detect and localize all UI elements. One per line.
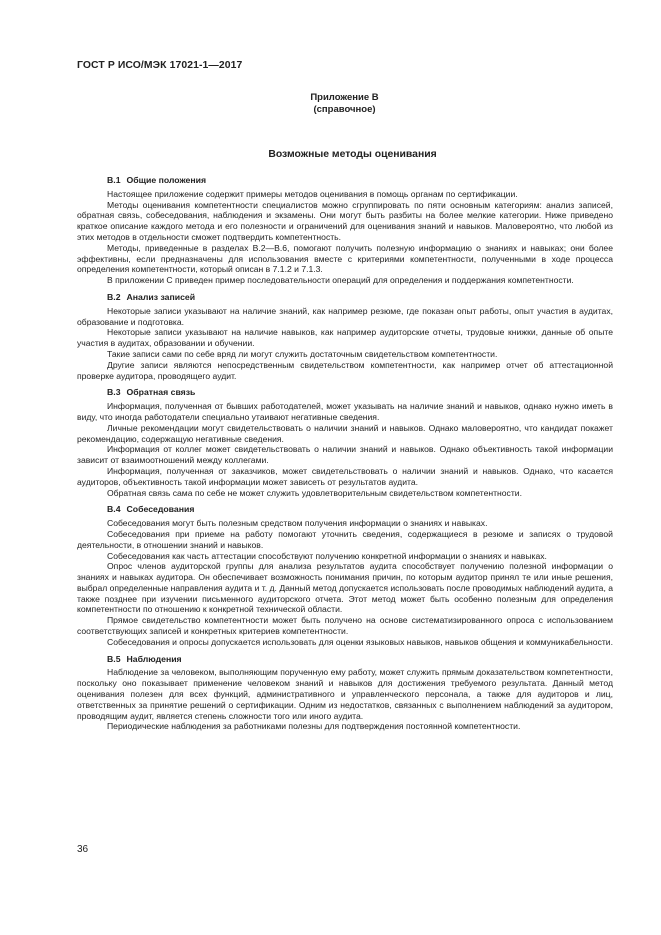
paragraph: Опрос членов аудиторской группы для анализа результатов аудита способствует получению полезной информации о знаниях и навыках аудитора. Он обеспечивает возможность понимания причин, по которым аудитор принял те или иные решения, выбрал определенные направления аудита и т. д. Данный метод допускается использовать после проводимых наблюдений аудита, а также позднее при изучении письменного аудиторского отчета. Этот метод может быть особенно полезным для определения компетентности по отношению к конкретной технической области. [77, 561, 613, 615]
paragraph: Методы, приведенные в разделах В.2—В.6, помогают получить полезную информацию о знаниях и навыках; они более эффективны, если предназначены для использования вместе с критериями компетентности, полученными в ходе процесса определения компетентности, который описан в 7.1.2 и 7.1.3. [77, 242, 613, 275]
paragraph: Собеседования как часть аттестации способствуют получению конкретной информации о знаниях и навыках. [107, 550, 547, 561]
section-heading [77, 292, 613, 303]
paragraph: Прямое свидетельство компетентности может быть получено на основе систематизированного опроса с использованием соответствующих записей и конкретных критериев компетентности. [77, 615, 613, 637]
section-number: В.4 [107, 504, 121, 515]
standard-header: ГОСТ Р ИСО/МЭК 17021-1—2017 [77, 60, 243, 71]
section-title: Общие положения [126, 175, 207, 185]
paragraph: Некоторые записи указывают на наличие знаний, как например резюме, где показан опыт работы, опыт участия в аудитах, образование и подготовка. [77, 305, 613, 327]
paragraph: Информация, полученная от заказчиков, может свидетельствовать о наличии знаний и навыков. Однако, что касается аудиторов, объективность такой информации может зависеть от результатов аудита. [77, 465, 613, 487]
section-number: В.2 [107, 291, 121, 302]
paragraph: В приложении С приведен пример последовательности операций для определения и поддержания компетентности. [107, 275, 574, 286]
paragraph: Некоторые записи указывают на наличие навыков, как например аудиторские отчеты, трудовые книжки, данные об опыте участия в аудитах, образовании и обучении. [77, 327, 613, 349]
paragraph: Информация от коллег может свидетельствовать о наличии знаний и навыков. Однако объективность такой информации зависит от взаимоотношений между коллегами. [77, 444, 613, 466]
paragraph: Информация, полученная от бывших работодателей, может указывать на наличие знаний и навыков, однако нужно иметь в виду, что иногда работодатели специально утаивают негативные сведения. [77, 401, 613, 422]
paragraph: Методы оценивания компетентности специалистов можно сгруппировать по пяти основным категориям: анализ записей, обратная связь, собеседования, наблюдения и экзамены. Они могут быть разбиты на более мелкие категории. Ниже приведено краткое описание каждого метода и его полезности и ограничений для оценивания знаний и навыков. Маловероятно, что любой из этих методов в отдельности сможет подтвердить компетентность. [77, 199, 613, 242]
section-title: Анализ записей [126, 291, 196, 302]
annex-label: Приложение В [310, 92, 379, 103]
section-title: Обратная связь [126, 387, 196, 398]
section-heading [77, 387, 613, 398]
paragraph: Периодические наблюдения за работниками полезны для подтверждения постоянной компетентности. [107, 721, 521, 732]
page-number: 36 [77, 844, 89, 855]
paragraph: Наблюдение за человеком, выполняющим порученную ему работу, может служить прямым доказательством компетентности, поскольку оно показывает применение человеком знаний и навыков для достижения требуемого результата. Данный метод оценивания полезен для всех функций, административного и управленческого персонала, а также для аудиторов и лиц, ответственных за принятие решений о сертификации. Одним из недостатков, связанных с выполнением наблюдений за аудитором, проводящим аудит, является степень сложности того или иного аудита. [77, 667, 613, 721]
paragraph: Собеседования при приеме на работу помогают уточнить сведения, содержащиеся в резюме и записях о трудовой деятельности, в отношении знаний и навыков. [77, 528, 613, 550]
paragraph: Собеседования и опросы допускается использовать для оценки языковых навыков, навыков общения и коммуникабельности. [107, 636, 613, 647]
paragraph: Настоящее приложение содержит примеры методов оценивания в помощь органам по сертификации. [107, 188, 518, 199]
paragraph: Другие записи являются непосредственным свидетельством компетентности, как например отчет об аттестационной проверке аудитора, проводящего аудит. [77, 359, 613, 381]
section-title: Собеседования [126, 504, 195, 515]
section-heading [77, 654, 613, 665]
document-body [77, 175, 613, 732]
paragraph: Обратная связь сама по себе не может служить удовлетворительным свидетельством компетентности. [107, 487, 522, 498]
section-number: В.1 [107, 175, 121, 185]
annex-heading [0, 92, 661, 116]
section-number: В.5 [107, 653, 121, 664]
section-heading [77, 504, 613, 515]
paragraph: Такие записи сами по себе вряд ли могут служить достаточным свидетельством компетентности. [107, 348, 498, 359]
annex-title: Возможные методы оценивания [268, 149, 437, 160]
section-heading [77, 175, 613, 186]
annex-status: (справочное) [313, 104, 376, 115]
section-number: В.3 [107, 387, 121, 398]
paragraph: Собеседования могут быть полезным средством получения информации о знаниях и навыках. [107, 518, 488, 529]
paragraph: Личные рекомендации могут свидетельствовать о наличии знаний и навыков. Однако маловероятно, что кандидат покажет рекомендацию, содержащую негативные сведения. [77, 422, 613, 444]
section-title: Наблюдения [126, 653, 182, 664]
